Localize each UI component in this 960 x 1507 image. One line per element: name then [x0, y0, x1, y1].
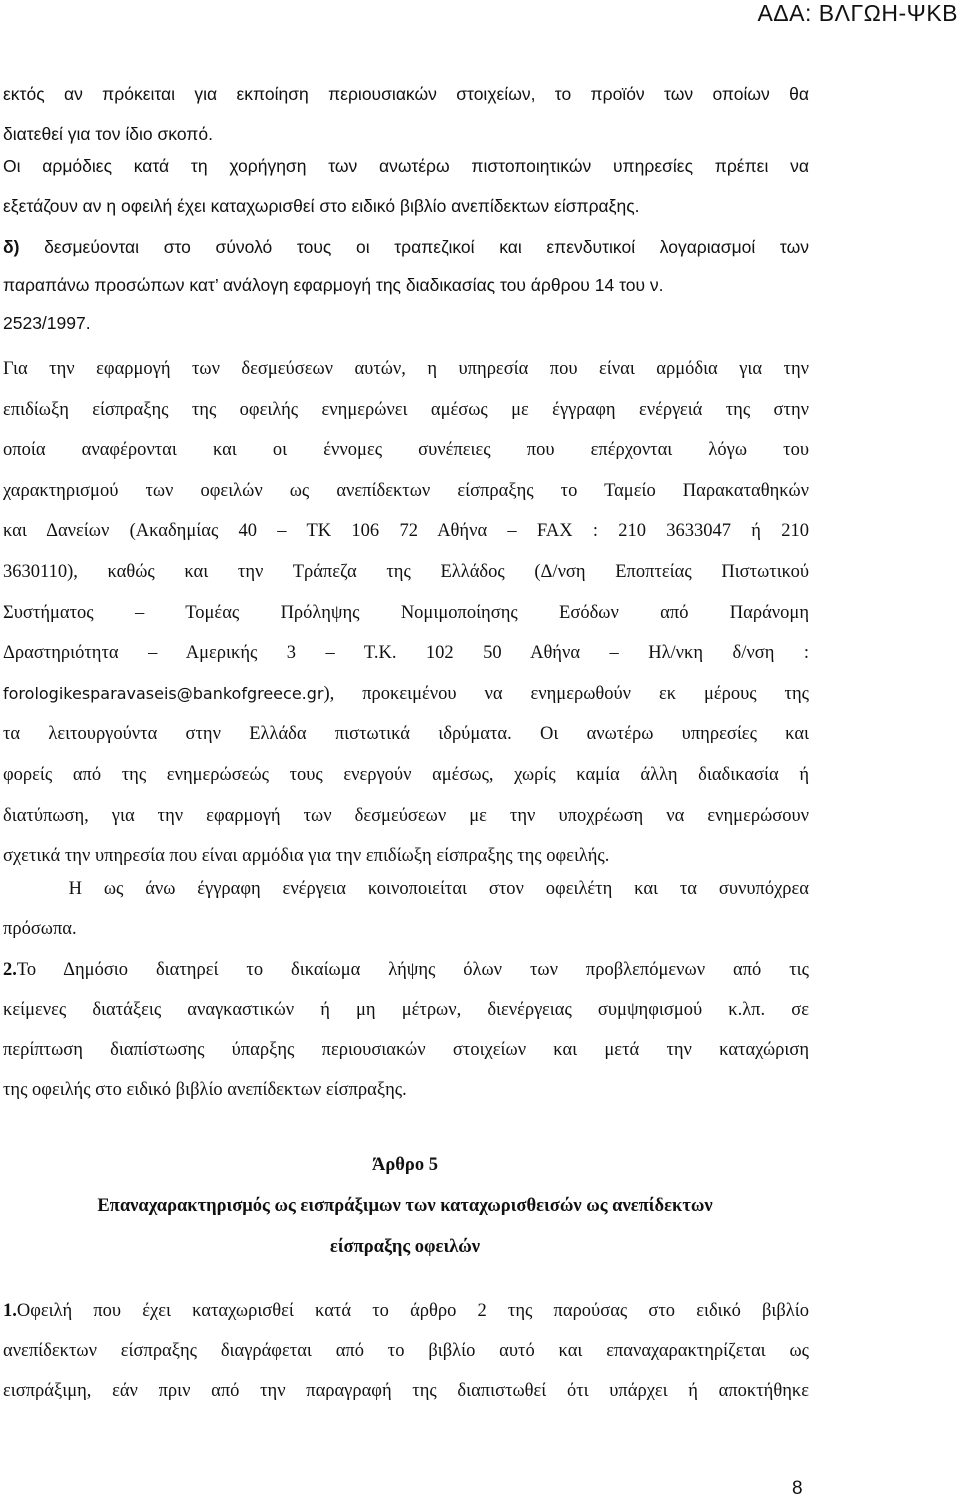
text-line: Συστήματος – Τομέας Πρόληψης Νομιμοποίησης Εσόδων από Παράνομη — [3, 602, 809, 623]
text-line: ανεπίδεκτων είσπραξης διαγράφεται από το βιβλίο αυτό και επαναχαρακτηρίζεται ως — [3, 1341, 809, 1361]
article-title-line2: είσπραξης οφειλών — [329, 1237, 481, 1257]
text-line: τα λειτουργούντα στην Ελλάδα πιστωτικά ιδρύματα. Οι ανωτέρω υπηρεσίες και — [3, 724, 809, 745]
paragraph-continuation — [3, 74, 809, 154]
article-title-line1: Επαναχαρακτηρισμός ως εισπράξιμων των καταχωρισθεισών ως ανεπίδεκτων — [97, 1196, 713, 1216]
paragraph-freeze-notification — [3, 349, 809, 877]
paragraph-1-reclassification — [3, 1291, 809, 1411]
item-marker: 1. — [3, 1301, 17, 1321]
text-line: 2523/1997. — [3, 313, 91, 333]
paragraph-2-state-rights — [3, 950, 809, 1110]
text-line: επιδίωξη είσπραξης της οφειλής ενημερώνει αμέσως με έγγραφη ενέργειά της στην — [3, 399, 809, 420]
article-number: Άρθρο 5 — [372, 1155, 438, 1175]
text-run: Οφειλή που έχει καταχωρισθεί κατά το άρθρο 2 της παρούσας στο ειδικό βιβλίο — [16, 1301, 809, 1321]
text-line: εκτός αν πρόκειται για εκποίηση περιουσιακών στοιχείων, το προϊόν των οποίων θα — [3, 84, 809, 104]
text-line — [3, 674, 809, 715]
page-number: 8 — [792, 1478, 803, 1499]
text-line: της οφειλής στο ειδικό βιβλίο ανεπίδεκτων είσπραξης. — [3, 1080, 407, 1100]
text-line: οποία αναφέρονται και οι έννομες συνέπειες που επέρχονται λόγω του — [3, 440, 809, 461]
text-run: δεσμεύονται στο σύνολό τους οι τραπεζικοί και επενδυτικοί λογαριασμοί των — [19, 237, 809, 257]
text-line: και Δανείων (Ακαδημίας 40 – ΤΚ 106 72 Αθήνα – FAX : 210 3633047 ή 210 — [3, 521, 809, 542]
ada-code: ΑΔΑ: ΒΛΓΩΗ-ΨΚΒ — [757, 0, 958, 26]
text-line: πρόσωπα. — [3, 919, 77, 939]
item-marker: δ) — [3, 237, 20, 257]
text-line: εισπράξιμη, εάν πριν από την παραγραφή της διαπιστωθεί ότι υπάρχει ή αποκτήθηκε — [3, 1381, 809, 1401]
text-line: φορείς από της ενημερώσεώς τους ενεργούν αμέσως, χωρίς καμία άλλη διαδικασία ή — [3, 764, 809, 785]
text-run: Το Δημόσιο διατηρεί το δικαίωμα λήψης όλων των προβλεπόμενων από τις — [16, 960, 809, 980]
text-line — [3, 228, 809, 266]
text-line — [3, 1291, 809, 1331]
email-address: forologikesparavaseis@bankofgreece.gr — [3, 683, 324, 703]
text-line: Η ως άνω έγγραφη ενέργεια κοινοποιείται στον οφειλέτη και τα συνυπόχρεα — [3, 879, 809, 899]
text-line: κείμενες διατάξεις αναγκαστικών ή μη μέτρων, διενέργειας συμψηφισμού κ.λπ. σε — [3, 1000, 809, 1020]
text-line: διατύπωση, για την εφαρμογή των δεσμεύσεων με την υποχρέωση να ενημερώσουν — [3, 805, 809, 826]
text-line: περίπτωση διαπίστωσης ύπαρξης περιουσιακών στοιχείων και μετά την καταχώριση — [3, 1040, 809, 1060]
text-line: Οι αρμόδιες κατά τη χορήγηση των ανωτέρω πιστοποιητικών υπηρεσίες πρέπει να — [3, 156, 809, 176]
text-line: Για την εφαρμογή των δεσμεύσεων αυτών, η υπηρεσία που είναι αρμόδια για την — [3, 359, 809, 379]
text-run: ), προκειμένου να ενημερωθούν εκ μέρους της — [323, 683, 809, 704]
text-line — [3, 950, 809, 990]
paragraph-certificates — [3, 146, 809, 226]
text-line: διατεθεί για τον ίδιο σκοπό. — [3, 124, 213, 144]
text-line: 3630110), καθώς και την Τράπεζα της Ελλάδος (Δ/νση Εποπτείας Πιστωτικού — [3, 561, 809, 582]
paragraph-d-accounts — [3, 228, 809, 342]
paragraph-notification-debtor — [3, 869, 809, 949]
text-line: εξετάζουν αν η οφειλή έχει καταχωρισθεί στο ειδικό βιβλίο ανεπίδεκτων είσπραξης. — [3, 196, 640, 216]
text-line: σχετικά την υπηρεσία που είναι αρμόδια για την επιδίωξη είσπραξης της οφειλής. — [3, 846, 610, 867]
item-marker: 2. — [3, 960, 17, 980]
text-line: Δραστηριότητα – Αμερικής 3 – Τ.Κ. 102 50 Αθήνα – Ηλ/νκη δ/νση : — [3, 643, 809, 664]
text-line: χαρακτηρισμού των οφειλών ως ανεπίδεκτων είσπραξης το Ταμείο Παρακαταθηκών — [3, 480, 809, 501]
text-line: παραπάνω προσώπων κατ’ ανάλογη εφαρμογή της διαδικασίας του άρθρου 14 του ν. — [3, 275, 664, 295]
